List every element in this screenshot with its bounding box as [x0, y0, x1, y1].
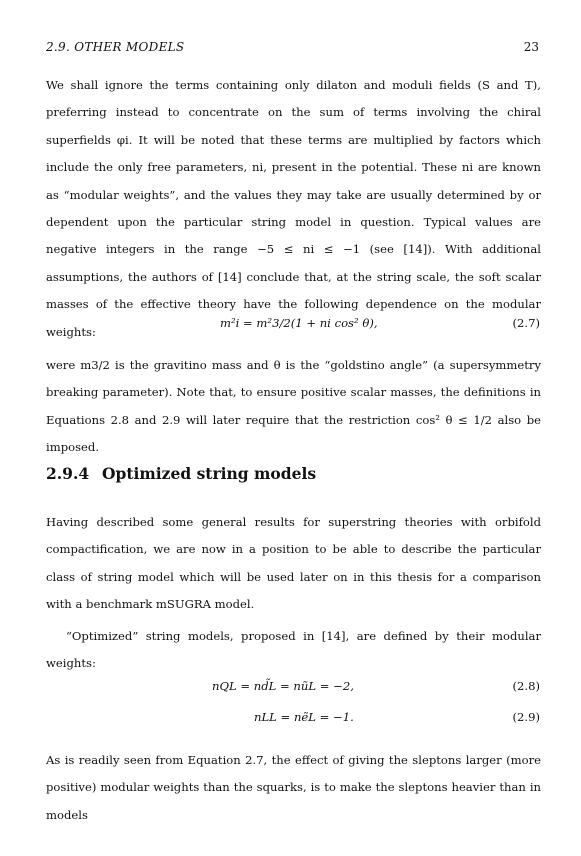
paragraph-gravitino-mass: were m3/2 is the gravitino mass and θ is the “goldstino angle” (a supersymmetry breaking parameter). Note that, to ensure positive scalar masses, the definitions in Equations 2.8 and 2.9 will later require that the restriction cos² θ ≤ 1/2 also be imposed.: [46, 358, 541, 455]
section-title: Optimized string models: [102, 464, 317, 483]
page-number: 23: [523, 40, 539, 54]
section-number: 2.9.4: [46, 464, 90, 483]
paragraph-orbifold-compactification: Having described some general results for superstring theories with orbifold compactification, we are now in a position to be able to describe the particular class of string model which will be used later on in this thesis for a comparison with a benchmark mSUGRA model.: [46, 515, 541, 612]
section-heading: [46, 464, 316, 483]
equation-2-9: nLL = nẽL = −1.: [254, 710, 354, 724]
paragraph-slepton-masses: As is readily seen from Equation 2.7, the effect of giving the sleptons larger (more positive) modular weights than the squarks, is to make the sleptons heavier than in models: [46, 753, 541, 822]
equation-2-8: nQL = nd̃L = nũL = −2,: [212, 679, 354, 693]
equation-2-8-label: (2.8): [512, 679, 540, 693]
equation-2-9-label: (2.9): [512, 710, 540, 724]
paragraph-modular-weights-intro: We shall ignore the terms containing only dilaton and moduli fields (S and T), preferring instead to concentrate on the sum of terms involving the chiral superfields φi. It will be noted that these terms are multiplied by factors which include the only free parameters, ni, present in the potential. These ni are known as “modular weights”, and the values they may take are usually determined by or dependent upon the particular string model in question. Typical values are negative integers in the range −5 ≤ ni ≤ −1 (see [14]). With additional assumptions, the authors of [14] conclude that, at the string scale, the soft scalar masses of the effective theory have the following dependence on the modular weights:: [46, 78, 541, 339]
equation-2-7-label: (2.7): [512, 316, 540, 330]
running-header-title: 2.9. OTHER MODELS: [46, 40, 185, 54]
equation-2-7: m²i = m²3/2(1 + ni cos² θ),: [220, 316, 378, 330]
paragraph-optimized-models: “Optimized” string models, proposed in [14], are defined by their modular weights:: [46, 629, 541, 671]
